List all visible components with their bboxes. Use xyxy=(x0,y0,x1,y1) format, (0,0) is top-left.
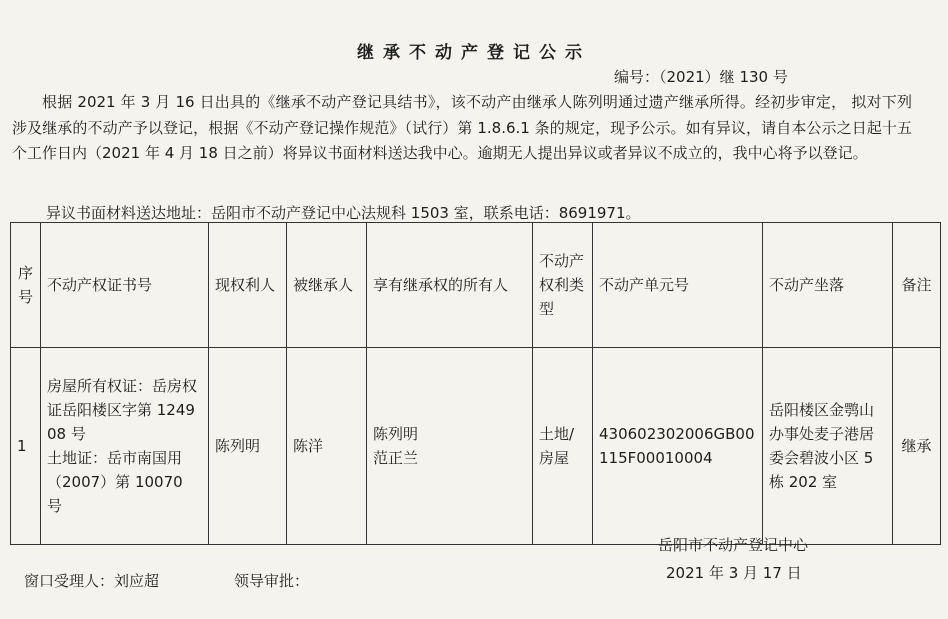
table-header-row xyxy=(11,223,941,348)
cell-owner: 陈列明 xyxy=(209,348,287,545)
window-clerk: 窗口受理人：刘应超 xyxy=(24,572,160,590)
heir-name: 陈列明 xyxy=(373,425,419,443)
header-serial: 序号 xyxy=(11,223,41,348)
issuing-organization: 岳阳市不动产登记中心 xyxy=(658,536,809,554)
header-location: 不动产坐落 xyxy=(763,223,893,348)
leader-approval: 领导审批： xyxy=(234,572,310,590)
notice-paragraph: 根据 2021 年 3 月 16 日出具的《继承不动产登记具结书》，该不动产由继承人陈列明通过遗产继承所得。经初步审定， 拟对下列涉及继承的不动产予以登记，根据《不动产登记操作规范》（试行）第 1.8.6.1 条的规定，现予公示。如有异议，请自本公示之日起十五个工作日内（2021 年 4 月 18 日之前）将异议书面材料送达我中心。逾期无人提出异议或者异议不成立的，我中心将予以登记。 xyxy=(12,93,912,162)
header-heirs: 享有继承权的所有人 xyxy=(367,223,533,348)
objection-address: 异议书面材料送达地址：岳阳市不动产登记中心法规科 1503 室，联系电话：8691971。 xyxy=(46,204,641,222)
heir-name: 范正兰 xyxy=(373,449,419,467)
header-owner: 现权利人 xyxy=(209,223,287,348)
cell-right-type: 土地/房屋 xyxy=(533,348,593,545)
document-number: 编号：（2021）继 130 号 xyxy=(614,68,788,86)
header-cert-no: 不动产权证书号 xyxy=(41,223,209,348)
cert-land: 土地证：岳市南国用（2007）第 10070 号 xyxy=(47,449,183,515)
cell-cert-no xyxy=(41,348,209,545)
table-row xyxy=(11,348,941,545)
issue-date: 2021 年 3 月 17 日 xyxy=(666,564,802,582)
cell-serial: 1 xyxy=(11,348,41,545)
property-table xyxy=(10,222,941,545)
header-decedent: 被继承人 xyxy=(287,223,367,348)
cell-remark: 继承 xyxy=(893,348,941,545)
header-remark: 备注 xyxy=(893,223,941,348)
header-unit-no: 不动产单元号 xyxy=(593,223,763,348)
cell-unit-no: 430602302006GB00115F00010004 xyxy=(593,348,763,545)
cell-location: 岳阳楼区金鹗山办事处麦子港居委会碧波小区 5 栋 202 室 xyxy=(763,348,893,545)
notice-title: 继承不动产登记公示 xyxy=(357,43,591,63)
cell-heirs xyxy=(367,348,533,545)
header-right-type: 不动产权利类型 xyxy=(533,223,593,348)
cert-house: 房屋所有权证：岳房权证岳阳楼区字第 124908 号 xyxy=(47,377,198,443)
cell-decedent: 陈洋 xyxy=(287,348,367,545)
